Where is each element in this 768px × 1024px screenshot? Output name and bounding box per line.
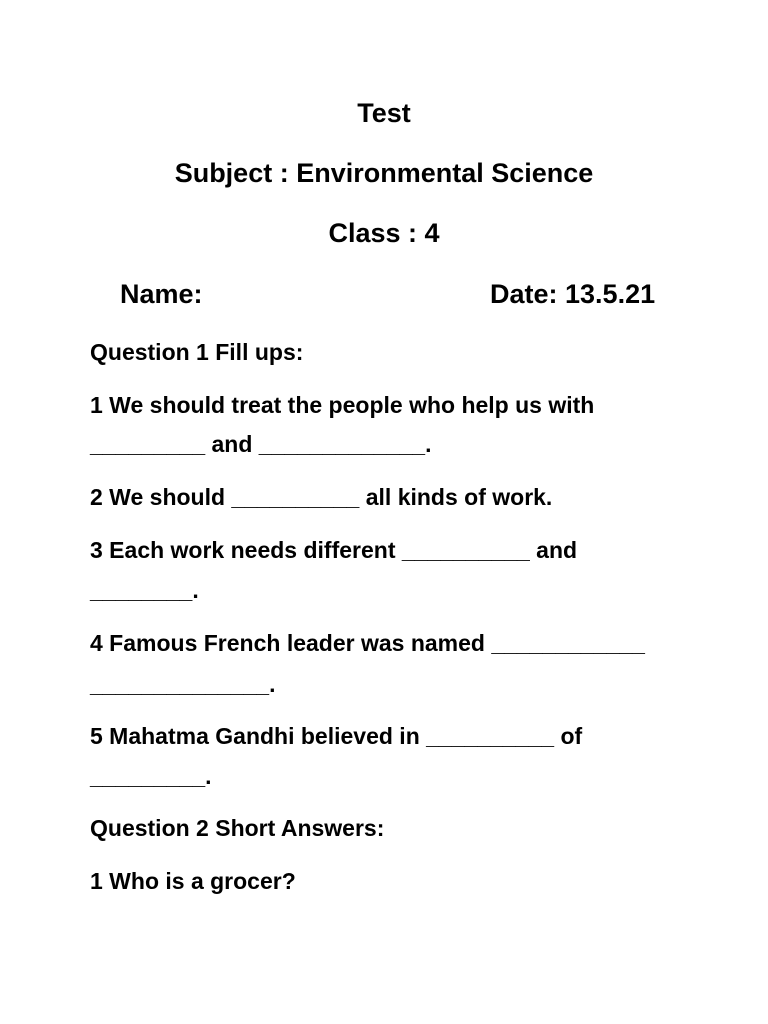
subject-line: Subject : Environmental Science bbox=[174, 158, 594, 188]
name-label: Name: bbox=[120, 279, 203, 309]
page-title: Test bbox=[357, 98, 411, 128]
q1-item-1-line-1: 1 We should treat the people who help us with bbox=[90, 392, 595, 418]
q1-item-4-line-2: ______________. bbox=[90, 671, 276, 697]
q1-item-4-line-1: 4 Famous French leader was named ____________ bbox=[90, 630, 645, 656]
q2-item-1-line-1: 1 Who is a grocer? bbox=[90, 868, 296, 894]
q1-item-2-line-1: 2 We should __________ all kinds of work. bbox=[90, 484, 553, 510]
q1-item-5-line-1: 5 Mahatma Gandhi believed in __________ of bbox=[90, 723, 583, 749]
question-2-heading: Question 2 Short Answers: bbox=[90, 815, 385, 841]
q1-item-1-line-2: _________ and _____________. bbox=[90, 431, 432, 457]
q1-item-5-line-2: _________. bbox=[90, 763, 212, 789]
class-line: Class : 4 bbox=[328, 218, 440, 248]
date-label: Date: 13.5.21 bbox=[490, 279, 656, 309]
q1-item-3-line-2: ________. bbox=[90, 577, 199, 603]
question-1-heading: Question 1 Fill ups: bbox=[90, 339, 304, 365]
q1-item-3-line-1: 3 Each work needs different __________ and bbox=[90, 537, 578, 563]
